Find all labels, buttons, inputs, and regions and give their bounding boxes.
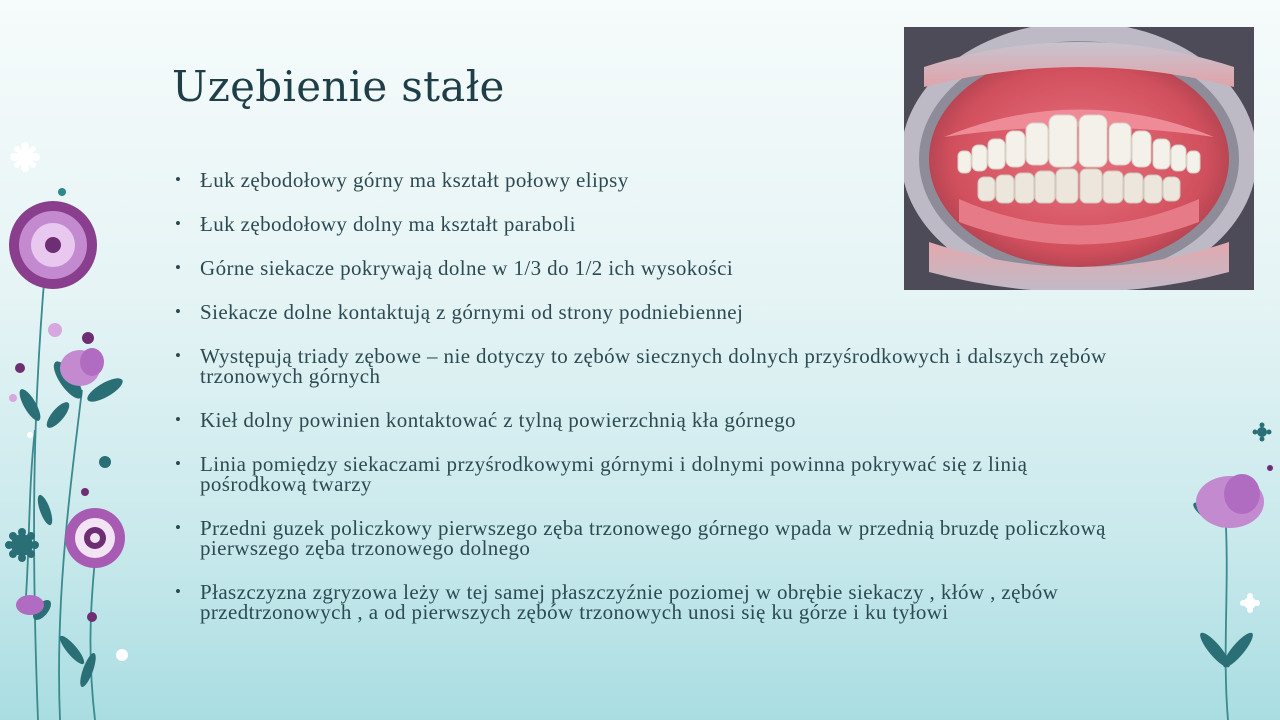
purple-flower-icon [9, 201, 97, 289]
bullet-item: • Płaszczyzna zgryzowa leży w tej samej płaszczyźnie poziomej w obrębie siekaczy , kłów , zębów przedtrzonowych , a od pierwszych zębów trzonowych unosi się ku górze i ku tyłowi [175, 582, 1135, 622]
slide-title: Uzębienie stałe [172, 62, 505, 111]
bullet-item: • Linia pomiędzy siekaczami przyśrodkowymi górnymi i dolnymi powinna pokrywać się z linią pośrodkową twarzy [175, 454, 1135, 494]
tulip-icon [1196, 474, 1264, 528]
bullet-item: • Przedni guzek policzkowy pierwszego zęba trzonowego górnego wpada w przednią bruzdę policzkową pierwszego zęba trzonowego dolnego [175, 518, 1135, 558]
bullet-item: • Siekacze dolne kontaktują z górnymi od strony podniebiennej [175, 302, 1135, 322]
bullet-list [175, 170, 1135, 646]
bullet-item: • Łuk zębodołowy górny ma kształt połowy elipsy [175, 170, 1135, 190]
bullet-item: • Górne siekacze pokrywają dolne w 1/3 do 1/2 ich wysokości [175, 258, 1135, 278]
bullet-item: • Występują triady zębowe – nie dotyczy to zębów siecznych dolnych przyśrodkowych i dalszych zębów trzonowych górnych [175, 346, 1135, 386]
tulip-icon [60, 348, 104, 386]
bullet-item: • Kieł dolny powinien kontaktować z tylną powierzchnią kła górnego [175, 410, 1135, 430]
small-flower-icon [16, 595, 44, 615]
bullet-item: • Łuk zębodołowy dolny ma kształt paraboli [175, 214, 1135, 234]
floral-decoration-left [0, 130, 140, 720]
teal-starburst-icon [1253, 423, 1272, 442]
floral-decoration-right [1170, 410, 1280, 720]
ring-flower-icon [65, 508, 125, 568]
